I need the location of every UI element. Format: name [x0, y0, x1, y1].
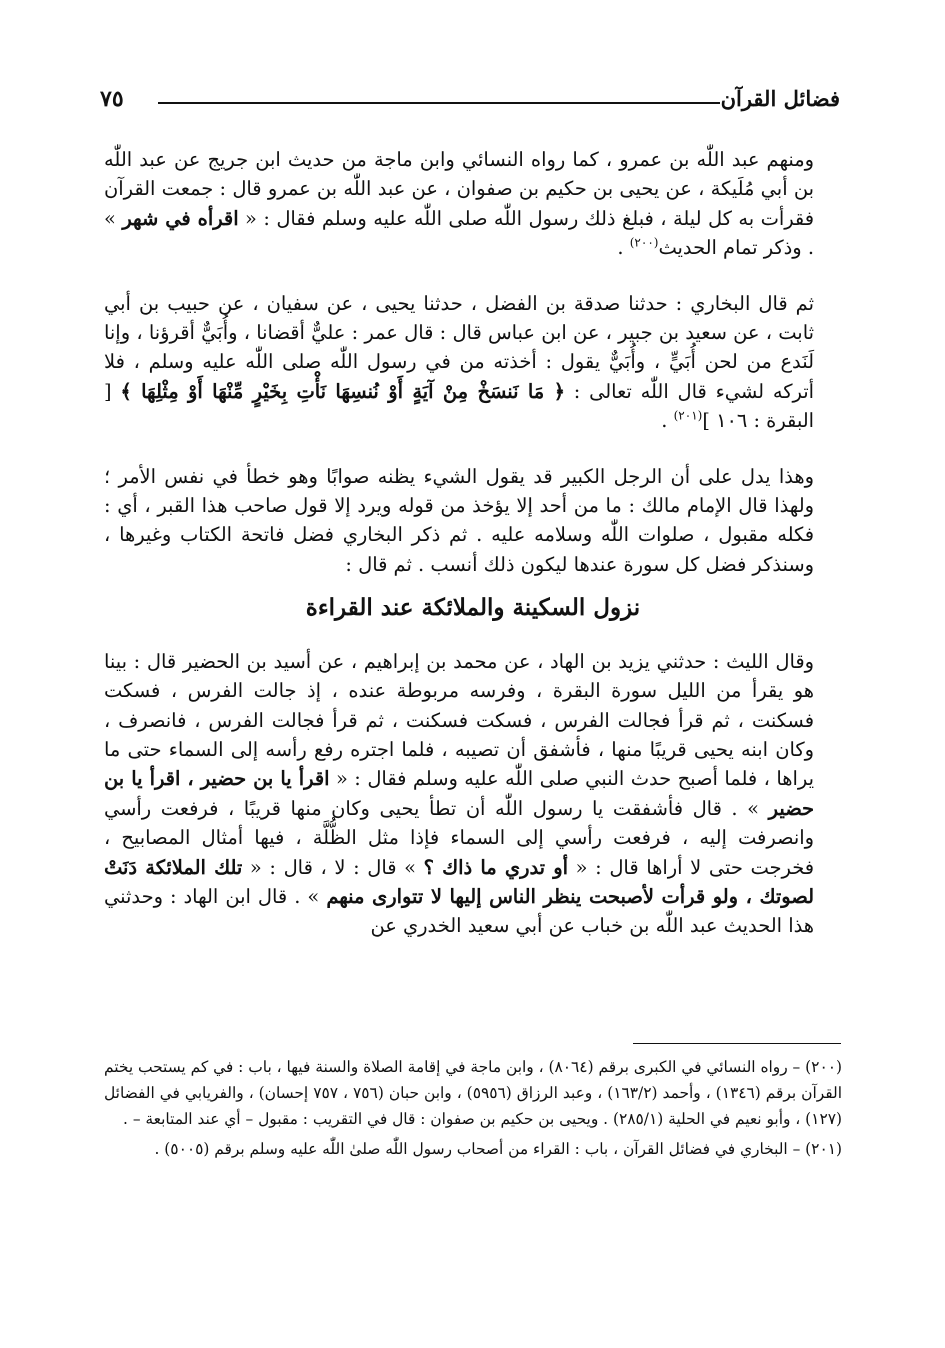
p4-mid-1: » . قال فأشفقت يا رسول اللّٰه أن تطأ يحيى وكان منها قريبًا ، فرفعت رأسي وانصرفت إليه ، فرفعت رأسي إلى السماء فإذا مثل الظُّلَّة ، فيها أمثال المصابيح ، فخرجت حتى لا أراها قال : «: [104, 796, 814, 879]
p1-text: ومنهم عبد اللّٰه بن عمرو ، كما رواه النسائي وابن ماجة من حديث ابن جريج عن عبد اللّٰه بن أبي مُلَيكة ، عن يحيى بن حكيم بن صفوان ، عن عبد اللّٰه بن عمرو قال : جمعت القرآن فقرأت به كل ليلة ، فبلغ ذلك رسول اللّٰه صلى اللّٰه عليه وسلم فقال : «: [104, 148, 814, 230]
paragraph-3: وهذا يدل على أن الرجل الكبير قد يقول الشيء يظنه صوابًا وهو خطأ في نفس الأمر ؛ ولهذا قال الإمام مالك : ما من أحد إلا يؤخذ من قوله ويرد إلا قول صاحب هذا القبر ، أي : فكله مقبول ، صلوات اللّٰه وسلامه عليه . ثم ذكر البخاري فضل فاتحة الكتاب وغيرها ، وسنذكر فضل كل سورة عندها ليكون ذلك أنسب . ثم قال :: [104, 464, 814, 576]
paragraph-4: [104, 647, 842, 941]
footnote-rule: [633, 1043, 841, 1044]
paragraph-1: [104, 145, 842, 263]
p4-end: » . قال ابن الهاد : وحدثني هذا الحديث عبد اللّٰه بن خباب عن أبي سعيد الخدري عن: [104, 884, 814, 938]
running-header: [100, 86, 840, 120]
p4-bold-quote-3: تلك الملائكة دَنَتْ لصوتك ، ولو قرأت لأصبحت ينظر الناس إليها لا تتوارى منهم: [104, 855, 815, 908]
footnotes: [104, 1054, 842, 1166]
p4-mid-2: » قال : لا ، قال : «: [242, 855, 424, 879]
footnote-ref-201[interactable]: (٢٠١): [673, 408, 703, 423]
p2-quran-verse: ﴿ مَا نَنسَخْ مِنْ آيَةٍ أَوْ نُنسِهَا نَأْتِ بِخَيْرٍ مِّنْهَا أَوْ مِثْلِهَا ﴾: [120, 379, 565, 403]
p2-tail: .: [661, 409, 674, 433]
page-number: ٧٥: [100, 86, 124, 112]
p2-text: ثم قال البخاري : حدثنا صدقة بن الفضل ، حدثنا يحيى ، عن سفيان ، عن حبيب بن أبي ثابت ، عن سعيد بن جبير ، عن ابن عباس قال : قال عمر : عليٌّ أقضانا ، وأُبَيٌّ أقرؤنا ، وإنا لَنَدع من لحن أُبَيٍّ ، وأُبَيٌّ يقول : أخذته من في رسول اللّٰه صلى اللّٰه عليه وسلم ، فلا أتركه لشيء قال اللّٰه تعالى :: [104, 291, 814, 403]
paragraph-2: [104, 289, 842, 436]
header-rule: [158, 102, 720, 104]
p4-bold-quote-1: اقرأ يا بن حضير ، اقرأ يا بن حضير: [104, 767, 814, 820]
main-text: [104, 145, 842, 941]
footnote-ref-200[interactable]: (٢٠٠): [629, 235, 659, 250]
p2-end: [ البقرة : ١٠٦ ]: [104, 379, 814, 433]
section-heading: نزول السكينة والملائكة عند القراءة: [305, 594, 641, 622]
header-title: فضائل القرآن: [720, 86, 840, 111]
footnote-201: (٢٠١) – البخاري في فضائل القرآن ، باب : القراء من أصحاب رسول اللّٰه صلىٰ اللّٰه عليه وسلم برقم (٥٠٠٥) .: [154, 1140, 842, 1158]
p1-tail: .: [617, 236, 630, 260]
p1-bold-quote: اقرأه في شهر: [122, 206, 239, 230]
p4-bold-quote-2: أو تدري ما ذاك ؟: [423, 855, 569, 879]
p4-text: وقال الليث : حدثني يزيد بن الهاد ، عن محمد بن إبراهيم ، عن أسيد بن الحضير قال : بينا هو يقرأ من الليل سورة البقرة ، وفرسه مربوطة عنده ، إذ جالت الفرس ، فسكت فسكنت ، ثم قرأ فجالت الفرس ، فسكت فسكنت ، ثم قرأ فجالت الفرس ، فانصرف ، وكان ابنه يحيى قريبًا منها ، فأشفق أن تصيبه ، فلما اجتره رفع رأسه إلى السماء حتى ما يراها ، فلما أصبح حدث النبي صلى اللّٰه عليه وسلم فقال : «: [104, 649, 814, 791]
p1-end: » . وذكر تمام الحديث: [104, 206, 814, 260]
footnote-200: (٢٠٠) – رواه النسائي في الكبرى برقم (٨٠٦٤) ، وابن ماجة في إقامة الصلاة والسنة فيها ، باب : في كم يستحب يختم القرآن برقم (١٣٤٦) ، وأحمد (١٦٣/٢) ، وعبد الرزاق (٥٩٥٦) ، وابن حبان (٧٥٦ ، ٧٥٧ إحسان) ، والفريابي في الفضائل (١٢٧) ، وأبو نعيم في الحلية (٢٨٥/١) . ويحيى بن حكيم بن صفوان : قال في التقريب : مقبول – أي عند المتابعة – .: [104, 1058, 842, 1128]
